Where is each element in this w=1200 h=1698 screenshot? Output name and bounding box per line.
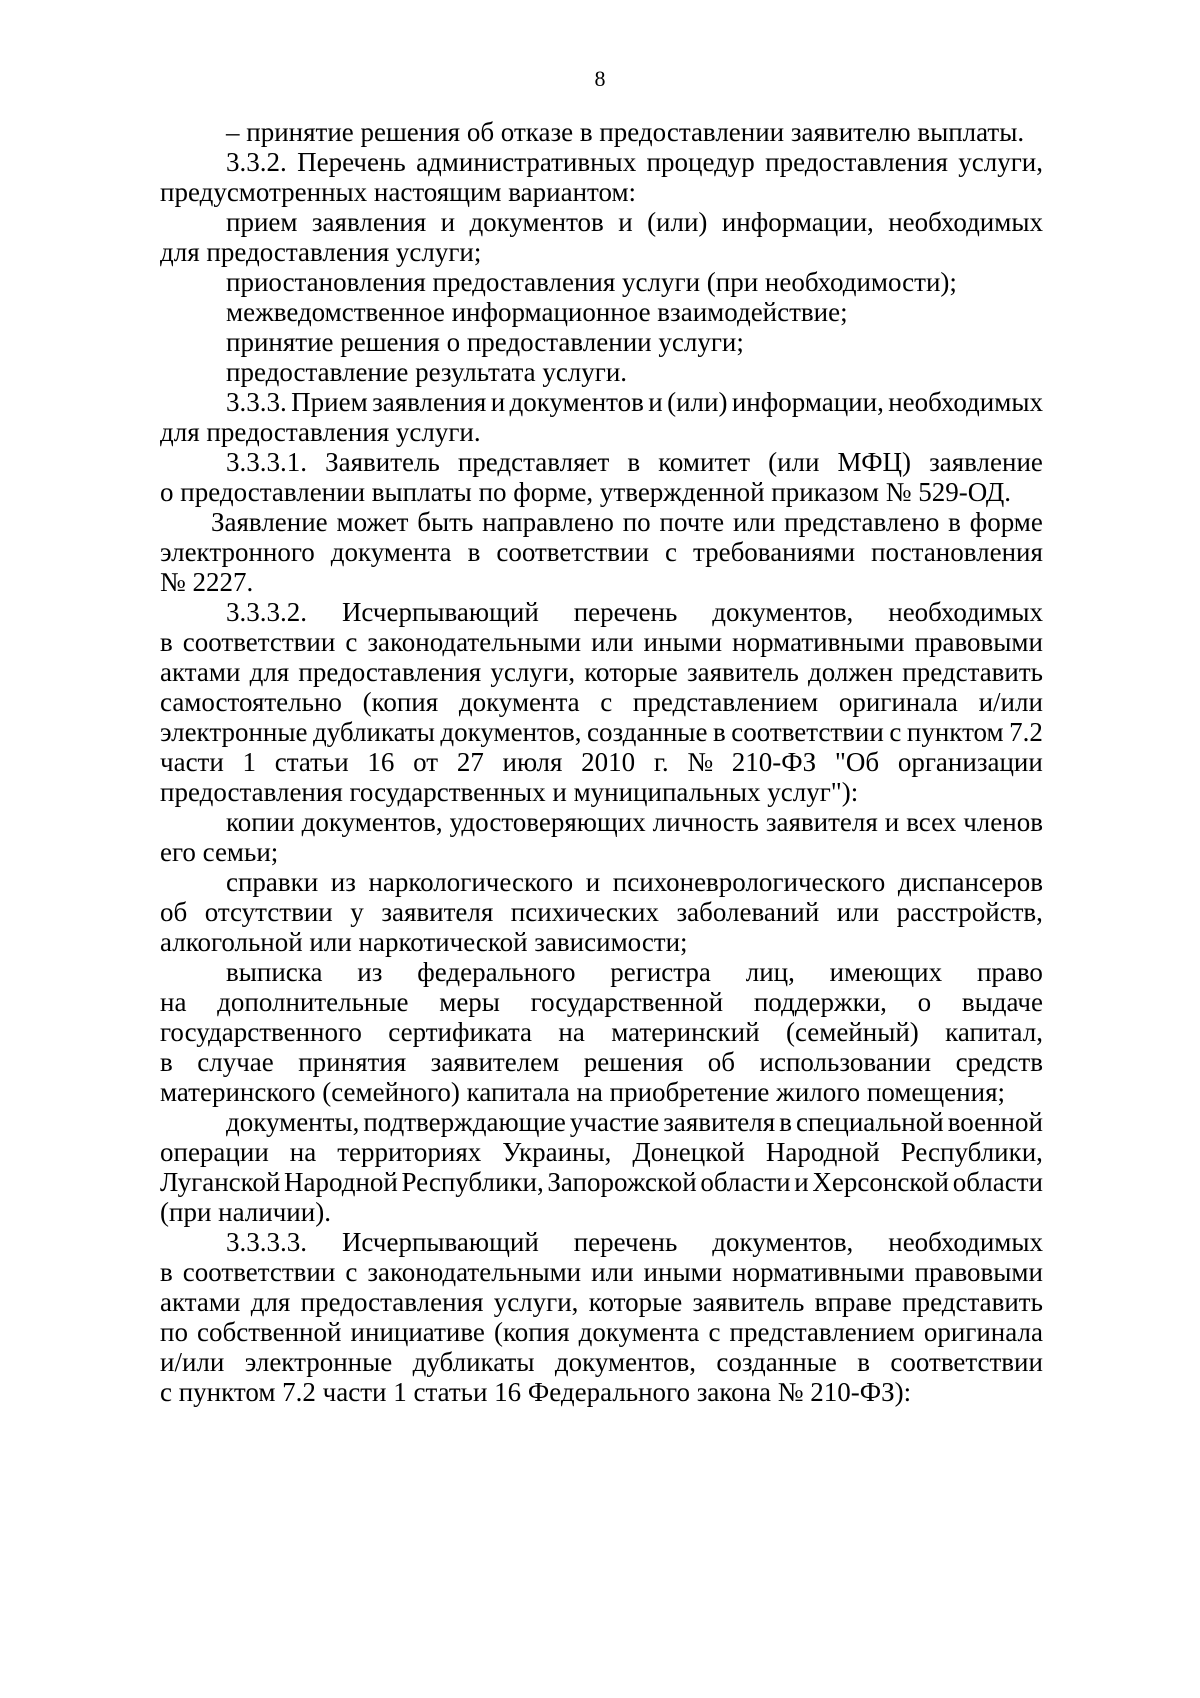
text-word: области [952, 1167, 1043, 1197]
text-word: 3.3.3.1. [226, 447, 307, 477]
text-word: 210-ФЗ [731, 747, 817, 777]
text-word: от [413, 747, 439, 777]
text-line [160, 686, 1043, 718]
text-word: заявителя [663, 1107, 776, 1137]
text-word: с [345, 627, 358, 657]
text-word: и/или [160, 1347, 225, 1377]
text-word: электронные [160, 717, 308, 747]
text-word: нормативными [732, 1257, 905, 1287]
text-word: административных [416, 147, 637, 177]
text-word: членов [963, 807, 1043, 837]
text-word: законодательными [367, 1257, 582, 1287]
text-word: (или [768, 447, 820, 477]
text-word: Луганской [160, 1167, 281, 1197]
text-word: Республики, [401, 1167, 544, 1197]
text-word: документов, [554, 1347, 696, 1377]
text-word: заявления [372, 387, 487, 417]
text-word: об [707, 1047, 736, 1077]
text-word: представлением [729, 1317, 915, 1347]
text-line [160, 1076, 1200, 1108]
text-word: меры [439, 987, 500, 1017]
text-word: документов [469, 207, 604, 237]
text-word: с [600, 687, 613, 717]
text-word: предоставления [298, 657, 482, 687]
text-word: материнский [611, 1017, 760, 1047]
text-word: принятие решения о предоставлении услуги; [226, 327, 744, 357]
text-word: перечень [573, 597, 678, 627]
text-word: самостоятельно [160, 687, 342, 717]
text-word: участие [569, 1107, 660, 1137]
text-word: созданные [587, 717, 708, 747]
text-word: правовыми [914, 627, 1043, 657]
text-word: г. [653, 747, 669, 777]
text-word: заявления [311, 207, 427, 237]
text-word: или [591, 627, 634, 657]
text-word: выдаче [961, 987, 1043, 1017]
text-word: направлено [482, 507, 614, 537]
text-word: области [700, 1167, 791, 1197]
text-word: или [836, 897, 880, 927]
text-line [160, 1166, 1043, 1198]
text-word: Украины, [502, 1137, 612, 1167]
text-word: Прием [291, 387, 368, 417]
text-line [160, 896, 1043, 928]
text-word: постановления [871, 537, 1043, 567]
text-word: в [627, 447, 641, 477]
text-word: может [336, 507, 409, 537]
text-word: Исчерпывающий [341, 597, 539, 627]
text-word: территориях [337, 1137, 482, 1167]
text-word: специальной [795, 1107, 944, 1137]
text-line [226, 146, 1043, 178]
text-word: 1 [242, 747, 257, 777]
text-word: которые [584, 657, 678, 687]
page-number: 8 [594, 66, 606, 91]
text-word: почте [659, 507, 725, 537]
text-line [226, 806, 1043, 838]
text-word: нормативными [732, 627, 905, 657]
text-word: представить [902, 1287, 1043, 1317]
text-word: (копия [493, 1317, 570, 1347]
text-word: и [440, 207, 456, 237]
text-line [160, 926, 1200, 958]
text-word: психоневрологического [612, 867, 886, 897]
text-word: 27 [456, 747, 484, 777]
text-word: (копия [362, 687, 439, 717]
text-word: № [687, 747, 714, 777]
text-word: личность [652, 807, 759, 837]
text-word: заявитель [686, 657, 799, 687]
text-word: из [330, 867, 356, 897]
text-line [160, 1136, 1043, 1168]
text-word: об [160, 897, 188, 927]
text-word: случае [197, 1047, 274, 1077]
text-word: заявителя [381, 897, 494, 927]
text-word: предоставления [300, 1287, 484, 1317]
text-line [226, 356, 1200, 388]
text-line [160, 476, 1200, 508]
text-word: требованиями [692, 537, 856, 567]
text-word: оригинала [838, 687, 958, 717]
text-word: вправе [814, 1287, 892, 1317]
text-word: (или) [647, 207, 708, 237]
text-word: предоставления [765, 147, 948, 177]
text-word: представляет [457, 447, 610, 477]
text-line [160, 836, 1200, 868]
text-line [160, 1346, 1043, 1378]
text-word: быть [417, 507, 474, 537]
text-word: использовании [759, 1047, 932, 1077]
text-word: заболеваний [676, 897, 820, 927]
text-word: Заявление [211, 507, 328, 537]
text-word: у [350, 897, 364, 927]
text-line [226, 1106, 1043, 1138]
text-line [226, 866, 1043, 898]
text-line [211, 506, 1043, 538]
text-word: Запорожской [547, 1167, 697, 1197]
text-line [226, 1226, 1043, 1258]
text-word: электронного [160, 537, 315, 567]
text-line [160, 1046, 1043, 1078]
text-word: Заявитель [325, 447, 440, 477]
text-line [226, 956, 1043, 988]
text-word: предусмотренных настоящим вариантом: [160, 177, 637, 207]
text-word: заявление [929, 447, 1043, 477]
text-word: соответствии [182, 627, 336, 657]
text-line [160, 986, 1043, 1018]
text-word: необходимых [888, 387, 1043, 417]
text-word: регистра [610, 957, 711, 987]
text-word: и [490, 387, 506, 417]
text-line [226, 206, 1043, 238]
text-word: Перечень [297, 147, 406, 177]
text-line [160, 746, 1043, 778]
text-word: 2010 [581, 747, 636, 777]
text-word: соответствии [731, 717, 884, 747]
text-word: о предоставлении выплаты по форме, утвержденной приказом № 529-ОД. [160, 477, 1012, 507]
text-line [160, 536, 1043, 568]
text-line [226, 116, 1200, 148]
text-line [160, 1196, 1200, 1228]
text-word: выписка [226, 957, 323, 987]
text-line [160, 1256, 1043, 1288]
text-word: в [160, 1257, 173, 1287]
text-line [160, 176, 1200, 208]
text-word: документов, [301, 807, 443, 837]
text-line [160, 1316, 1043, 1348]
text-word: документа [458, 687, 580, 717]
text-word: на [558, 1017, 585, 1047]
text-word: в [160, 627, 173, 657]
text-line [160, 416, 1200, 448]
text-word: предоставления государственных и муниципальных услуг"): [160, 777, 859, 807]
text-line [160, 626, 1043, 658]
text-word: правовыми [914, 1257, 1043, 1287]
text-word: из [357, 957, 383, 987]
text-line [226, 446, 1043, 478]
text-word: услуги, [490, 657, 576, 687]
text-word: иными [643, 1257, 723, 1287]
text-word: и [618, 207, 633, 237]
text-word: удостоверяющих [449, 807, 646, 837]
text-word: Исчерпывающий [341, 1227, 539, 1257]
text-word: дубликаты [313, 717, 435, 747]
text-word: представлением [632, 687, 819, 717]
text-line [160, 1376, 1200, 1408]
text-word: представлено [784, 507, 940, 537]
text-word: решения [583, 1047, 684, 1077]
text-word: МФЦ) [837, 447, 912, 477]
text-word: и [648, 387, 663, 417]
text-word: в [712, 717, 726, 747]
text-line [160, 1286, 1043, 1318]
text-word: государственной [530, 987, 724, 1017]
text-word: документов, [712, 1227, 854, 1257]
text-word: для [250, 1287, 291, 1317]
text-word: средств [955, 1047, 1043, 1077]
text-word: информации, [721, 207, 874, 237]
text-word: (при наличии). [160, 1197, 331, 1227]
text-word: его семьи; [160, 837, 279, 867]
text-word: документов [509, 387, 644, 417]
text-word: или [732, 507, 776, 537]
text-word: документы, [226, 1107, 360, 1137]
text-word: 3.3.3. [226, 387, 287, 417]
text-word: Народной [765, 1137, 880, 1167]
text-word: необходимых [888, 597, 1043, 627]
text-word: сертификата [388, 1017, 533, 1047]
text-word: в [160, 1047, 173, 1077]
text-word: капитал, [945, 1017, 1043, 1047]
text-word: должен [807, 657, 894, 687]
text-word: законодательными [367, 627, 582, 657]
text-word: всех [906, 807, 957, 837]
text-word: государственного [160, 1017, 362, 1047]
text-word: по [622, 507, 651, 537]
text-word: Республики, [900, 1137, 1043, 1167]
text-word: – принятие решения об отказе в предоставлении заявителю выплаты. [226, 117, 1025, 147]
text-word: 3.3.2. [226, 147, 287, 177]
text-word: межведомственное информационное взаимодействие; [226, 297, 848, 327]
text-word: документа [330, 537, 452, 567]
text-word: для предоставления услуги; [160, 237, 482, 267]
text-word: "Об [834, 747, 880, 777]
text-word: необходимых [888, 1227, 1043, 1257]
text-line [226, 266, 1200, 298]
text-word: на [160, 987, 187, 1017]
text-word: дубликаты [412, 1347, 535, 1377]
text-word: собственной [197, 1317, 342, 1347]
text-word: или [591, 1257, 634, 1287]
text-word: дополнительные [217, 987, 409, 1017]
text-word: организации [897, 747, 1043, 777]
text-word: актами [160, 1287, 241, 1317]
text-line [226, 596, 1043, 628]
text-word: имеющих [829, 957, 943, 987]
text-word: копии [226, 807, 295, 837]
text-word: и [794, 1167, 809, 1197]
text-word: документов, [712, 597, 854, 627]
text-word: необходимых [888, 207, 1043, 237]
text-word: материнского (семейного) капитала на приобретение жилого помещения; [160, 1077, 1005, 1107]
text-word: с пунктом 7.2 части 1 статьи 16 Федерального закона № 210-ФЗ): [160, 1377, 912, 1407]
text-word: принятия [298, 1047, 407, 1077]
text-word: оригинала [923, 1317, 1043, 1347]
text-word: процедур [646, 147, 755, 177]
text-word: и [884, 807, 900, 837]
text-word: 7.2 [1009, 717, 1043, 747]
text-word: психических [510, 897, 659, 927]
text-word: военной [947, 1107, 1043, 1137]
text-word: 3.3.3.3. [226, 1227, 307, 1257]
text-word: заявителя [765, 807, 878, 837]
text-word: поддержки, [753, 987, 887, 1017]
text-word: в [779, 1107, 792, 1137]
text-word: федерального [417, 957, 576, 987]
text-word: на [289, 1137, 317, 1167]
text-line [160, 776, 1200, 808]
text-word: в [857, 1347, 870, 1377]
text-word: № 2227. [160, 567, 254, 597]
text-word: статьи [274, 747, 349, 777]
text-word: инициативе [350, 1317, 485, 1347]
text-word: информации, [731, 387, 884, 417]
text-word: диспансеров [897, 867, 1043, 897]
text-word: документа [578, 1317, 700, 1347]
text-word: предоставление результата услуги. [226, 357, 628, 387]
text-word: алкогольной или наркотической зависимости; [160, 927, 688, 957]
text-word: Народной [284, 1167, 398, 1197]
text-word: актами [160, 657, 241, 687]
text-line [160, 236, 1200, 268]
text-word: комитет [658, 447, 751, 477]
text-word: созданные [716, 1347, 837, 1377]
text-word: Херсонской [812, 1167, 950, 1197]
text-word: соответствии [182, 1257, 336, 1287]
text-word: для предоставления услуги. [160, 417, 481, 447]
text-word: операции [160, 1137, 269, 1167]
text-word: и [585, 867, 601, 897]
text-word: 16 [367, 747, 395, 777]
text-line [160, 566, 1200, 598]
text-word: заявитель [692, 1287, 805, 1317]
text-word: с [664, 537, 677, 567]
text-word: пунктом [906, 717, 1004, 747]
text-word: о [917, 987, 932, 1017]
text-word: и/или [978, 687, 1043, 717]
text-word: соответствии [496, 537, 649, 567]
text-word: справки [226, 867, 319, 897]
text-word: представить [902, 657, 1043, 687]
text-word: в [948, 507, 961, 537]
text-word: иными [643, 627, 723, 657]
text-word: 3.3.3.2. [226, 597, 307, 627]
text-word: отсутствии [204, 897, 333, 927]
text-word: право [976, 957, 1043, 987]
text-word: перечень [573, 1227, 678, 1257]
text-word: Донецкой [632, 1137, 745, 1167]
text-word: заявителем [430, 1047, 560, 1077]
text-word: прием [226, 207, 298, 237]
text-line [160, 716, 1043, 748]
text-line [160, 656, 1043, 688]
text-word: услуги, [958, 147, 1043, 177]
text-word: лиц, [745, 957, 795, 987]
text-word: по [160, 1317, 188, 1347]
text-word: соответствии [890, 1347, 1043, 1377]
text-word: которые [588, 1287, 683, 1317]
text-word: июля [502, 747, 563, 777]
text-word: части [160, 747, 224, 777]
text-word: документов, [440, 717, 582, 747]
text-word: наркологического [368, 867, 574, 897]
text-word: (семейный) [785, 1017, 919, 1047]
text-line [160, 1016, 1043, 1048]
text-word: для [249, 657, 290, 687]
text-word: услуги, [493, 1287, 579, 1317]
text-line [226, 326, 1200, 358]
text-line [226, 296, 1200, 328]
text-word: с [889, 717, 902, 747]
text-word: в [467, 537, 481, 567]
text-word: с [708, 1317, 721, 1347]
text-word: (или) [667, 387, 728, 417]
text-word: подтверждающие [363, 1107, 566, 1137]
text-word: расстройств, [896, 897, 1043, 927]
text-word: электронные [244, 1347, 393, 1377]
text-word: форме [969, 507, 1043, 537]
text-line [226, 386, 1043, 418]
text-word: с [345, 1257, 358, 1287]
text-word: приостановления предоставления услуги (при необходимости); [226, 267, 957, 297]
